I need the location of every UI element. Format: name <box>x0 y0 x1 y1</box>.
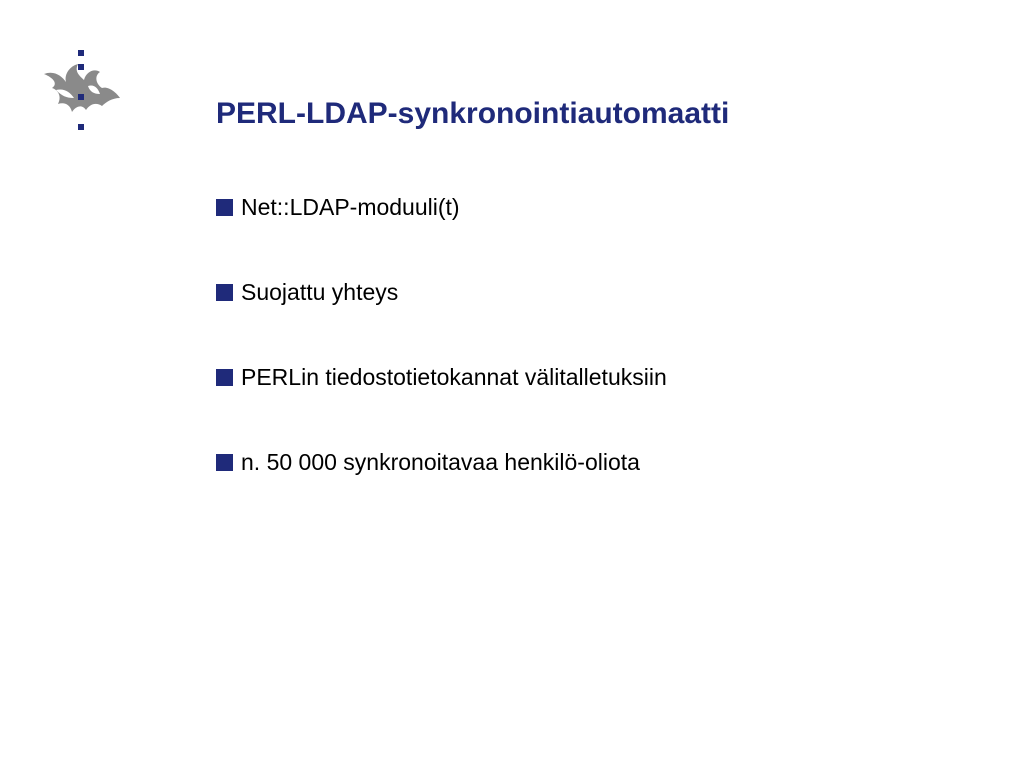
university-flame-logo-icon <box>36 46 126 136</box>
bullet-text: PERLin tiedostotietokannat välitalletuksiin <box>241 364 667 390</box>
bullet-item <box>216 275 667 309</box>
bullet-text: Net::LDAP-moduuli(t) <box>241 194 460 220</box>
bullet-item <box>216 445 667 479</box>
slide-title: PERL-LDAP-synkronointiautomaatti <box>216 97 730 130</box>
bullet-item <box>216 360 667 394</box>
square-bullet-icon <box>216 369 233 386</box>
bullet-text: Suojattu yhteys <box>241 279 399 305</box>
bullet-list <box>216 190 667 530</box>
square-bullet-icon <box>216 454 233 471</box>
bullet-text: n. 50 000 synkronoitavaa henkilö-oliota <box>241 449 640 475</box>
square-bullet-icon <box>216 199 233 216</box>
square-bullet-icon <box>216 284 233 301</box>
bullet-item <box>216 190 667 224</box>
